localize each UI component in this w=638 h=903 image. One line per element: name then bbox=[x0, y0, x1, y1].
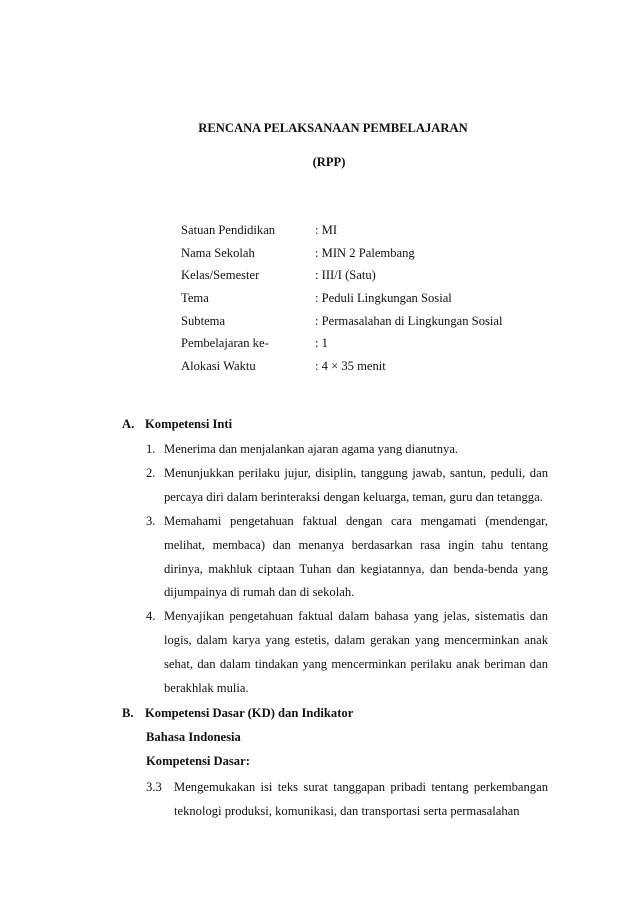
list-item-text: Menyajikan pengetahuan faktual dalam bahasa yang jelas, sistematis dan logis, dalam karya yang estetis, dalam gerakan yang mencerminkan anak sehat, dan dalam tindakan yang mencerminkan perilaku anak beriman dan berakhlak mulia. bbox=[164, 609, 548, 696]
identity-label: Nama Sekolah bbox=[181, 245, 255, 260]
identity-value: : 4 × 35 menit bbox=[315, 359, 386, 374]
identity-value: : MI bbox=[315, 223, 338, 237]
section-a-title: Kompetensi Inti bbox=[145, 417, 233, 431]
list-item-number: 1. bbox=[146, 442, 156, 456]
identity-value: : Permasalahan di Lingkungan Sosial bbox=[315, 313, 503, 328]
list-item-text: Memahami pengetahuan faktual dengan cara mengamati (mendengar, melihat, membaca) dan menanya berdasarkan rasa ingin tahu tentang dirinya, makhluk ciptaan Tuhan dan kegiatannya, dan benda-benda yang dijumpainya di rumah dan di sekolah. bbox=[164, 513, 548, 600]
document-title: RENCANA PELAKSANAAN PEMBELAJARAN bbox=[198, 121, 468, 135]
list-item bbox=[146, 438, 548, 462]
list-item-text: Menerima dan menjalankan ajaran agama yang dianutnya. bbox=[164, 442, 459, 456]
list-item bbox=[146, 776, 548, 824]
section-b-title: Kompetensi Dasar (KD) dan Indikator bbox=[145, 706, 354, 720]
identity-value: : Peduli Lingkungan Sosial bbox=[315, 291, 452, 306]
identity-label: Tema bbox=[181, 291, 209, 306]
list-item-number: 3.3 bbox=[146, 780, 162, 794]
list-item-number: 2. bbox=[146, 465, 156, 480]
kompetensi-dasar-list bbox=[146, 776, 548, 824]
section-b-letter: B. bbox=[122, 706, 134, 720]
section-a-letter: A. bbox=[122, 417, 135, 431]
list-item bbox=[146, 510, 548, 606]
section-a-heading bbox=[122, 417, 232, 432]
identity-label: Pembelajaran ke- bbox=[181, 336, 269, 351]
list-item-number: 4. bbox=[146, 609, 156, 624]
identity-label: Kelas/Semester bbox=[181, 268, 260, 283]
section-b-heading bbox=[122, 706, 353, 721]
kompetensi-inti-list bbox=[146, 438, 548, 701]
identity-value: : MIN 2 Palembang bbox=[315, 245, 415, 260]
identity-value: : 1 bbox=[315, 336, 328, 351]
list-item bbox=[146, 605, 548, 701]
list-item-text: Mengemukakan isi teks surat tanggapan pribadi tentang perkembangan teknologi produksi, komunikasi, dan transportasi serta permasalahan bbox=[174, 780, 548, 818]
list-item-number: 3. bbox=[146, 513, 156, 528]
subject-heading: Bahasa Indonesia bbox=[146, 730, 241, 744]
kd-label: Kompetensi Dasar: bbox=[146, 754, 250, 768]
list-item bbox=[146, 462, 548, 510]
identity-label: Subtema bbox=[181, 313, 226, 328]
document-subtitle: (RPP) bbox=[312, 155, 346, 169]
identity-label: Satuan Pendidikan bbox=[181, 223, 276, 237]
list-item-text: Menunjukkan perilaku jujur, disiplin, tanggung jawab, santun, peduli, dan percaya diri dalam berinteraksi dengan keluarga, teman, guru dan tetangga. bbox=[164, 465, 548, 504]
identity-label: Alokasi Waktu bbox=[181, 359, 256, 374]
identity-value: : III/I (Satu) bbox=[315, 268, 376, 283]
